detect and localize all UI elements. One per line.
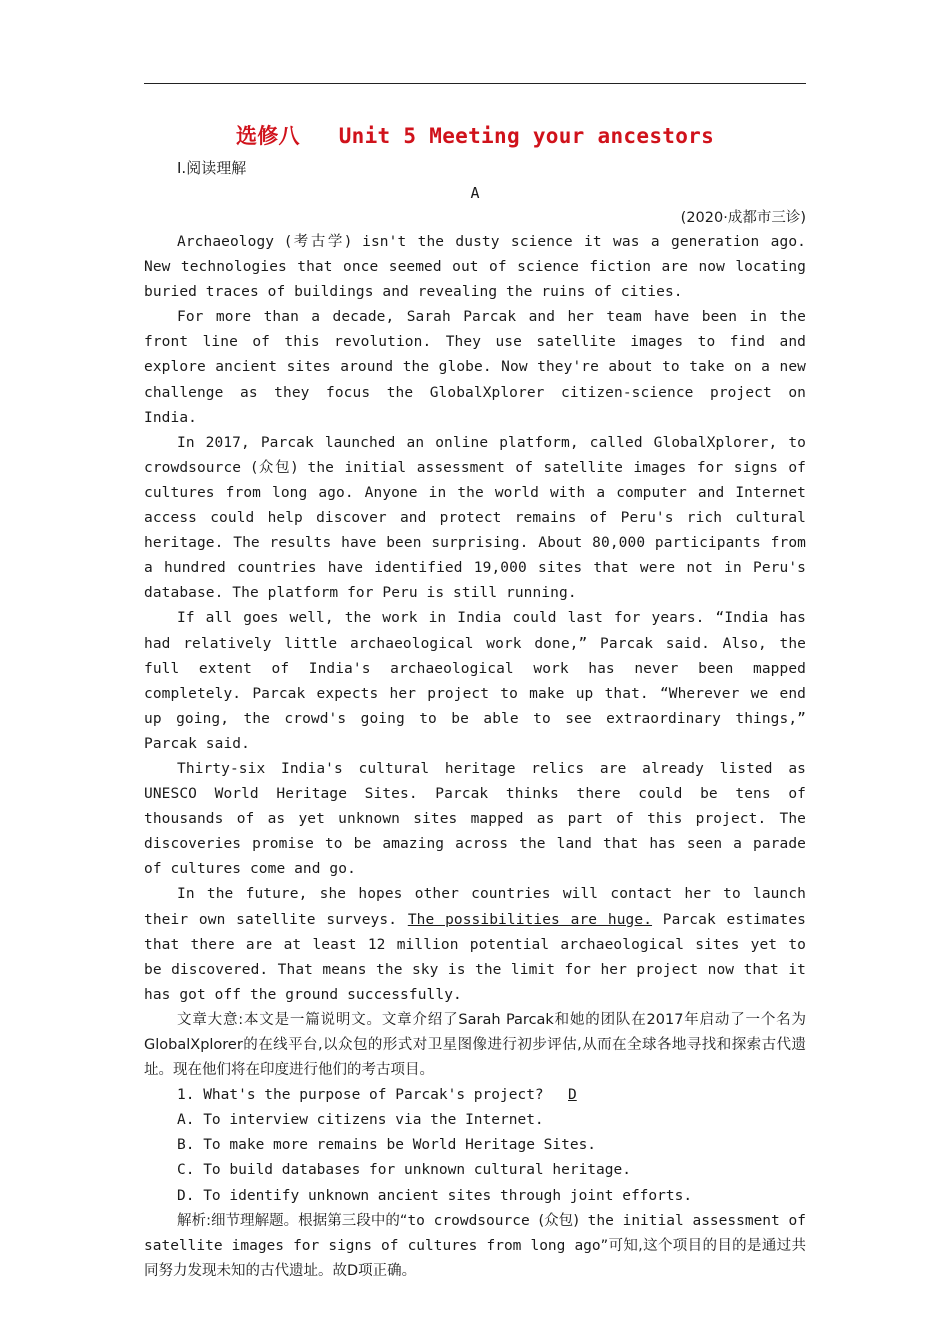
- option-a: A. To interview citizens via the Internet.: [177, 1112, 544, 1129]
- answer-blank: D: [568, 1087, 577, 1104]
- p3-gloss: (众包): [251, 459, 298, 476]
- p3-text-a: In 2017, Parcak launched an online platform, called GlobalXplorer, to crowdsource: [144, 434, 806, 476]
- passage-label: A: [470, 184, 480, 202]
- p3-text-b: the initial assessment of satellite images for signs of cultures from long ago. Anyone in the world with a computer and Internet access could help discover and protect remains of Peru's rich cultural heritage. The results have been surprising. About 80,000 participants from a hundred countries have identified 19,000 sites that were not in Peru's database. The platform for Peru is still running.: [144, 459, 806, 602]
- analysis-intro: 解析:细节理解题。根据第三段中的“: [177, 1212, 408, 1229]
- paragraph-3: [144, 431, 806, 607]
- paragraph-6: [144, 882, 806, 1007]
- top-rule: [144, 83, 806, 84]
- page-title: [144, 118, 806, 154]
- question-stem: 1. What's the purpose of Parcak's project?: [177, 1087, 544, 1104]
- p6-text-b: Parcak estimates that there are at least 12 million potential archaeological sites yet to be discovered. That means the sky is the limit for her project now that it has got off the ground successfully.: [144, 911, 807, 1003]
- analysis-quote-a: to crowdsource: [407, 1212, 539, 1229]
- title-module: 选修八: [235, 124, 300, 148]
- document-body: [144, 118, 806, 1284]
- underlined-phrase: The possibilities are huge.: [407, 911, 653, 928]
- option-d: D. To identify unknown ancient sites through joint efforts.: [177, 1187, 693, 1204]
- p1-text-a: Archaeology: [177, 234, 286, 250]
- paragraph-5: Thirty-six India's cultural heritage relics are already listed as UNESCO World Heritage Sites. Parcak thinks there could be tens of thousands of as yet unknown sites mapped as part of this project. The discoveries promise to be amazing across the land that has seen a parade of cultures come and go.: [144, 760, 806, 878]
- summary: 文章大意:本文是一篇说明文。文章介绍了Sarah Parcak和她的团队在2017年启动了一个名为GlobalXplorer的在线平台,以众包的形式对卫星图像进行初步评估,从而在全球各地寻找和探索古代遗址。现在他们将在印度进行他们的考古项目。: [144, 1011, 806, 1079]
- p1-text-b: isn't the dusty science it was a generation ago. New technologies that once seemed out of science fiction are now locating buried traces of buildings and revealing the ruins of cities.: [144, 234, 806, 301]
- question-1: [177, 1083, 806, 1108]
- source-note: (2020·成都市三诊): [680, 210, 806, 226]
- analysis: [144, 1209, 806, 1284]
- analysis-quote-b: the initial assessment of satellite images for signs of cultures from long ago: [144, 1212, 806, 1254]
- section-heading: Ⅰ.阅读理解: [177, 159, 247, 177]
- analysis-quote-gloss: (众包): [538, 1212, 579, 1229]
- paragraph-2: For more than a decade, Sarah Parcak and her team have been in the front line of this revolution. They use satellite images to find and explore ancient sites around the globe. Now they're about to take on a new challenge as they focus the GlobalXplorer citizen-science project on India.: [144, 309, 806, 426]
- paragraph-1: [144, 230, 806, 305]
- paragraph-4: If all goes well, the work in India could last for years. “India has had relatively little archaeological work done,” Parcak said. Also, the full extent of India's archaeological work has never been mapped completely. Parcak expects her project to make up that. “Wherever we end up going, the crowd's going to be able to see extraordinary things,” Parcak said.: [144, 610, 806, 752]
- p1-gloss: (考古学): [285, 234, 351, 250]
- title-unit: Unit 5 Meeting your ancestors: [338, 124, 715, 148]
- analysis-conclusion: ”可知,这个项目的目的是通过共同努力发现未知的古代遗址。故D项正确。: [144, 1237, 806, 1279]
- p6-text-a: In the future, she hopes other countries will contact her to launch their own satellite surveys.: [144, 886, 806, 928]
- option-b: B. To make more remains be World Heritage Sites.: [177, 1137, 597, 1154]
- option-c: C. To build databases for unknown cultural heritage.: [177, 1162, 631, 1179]
